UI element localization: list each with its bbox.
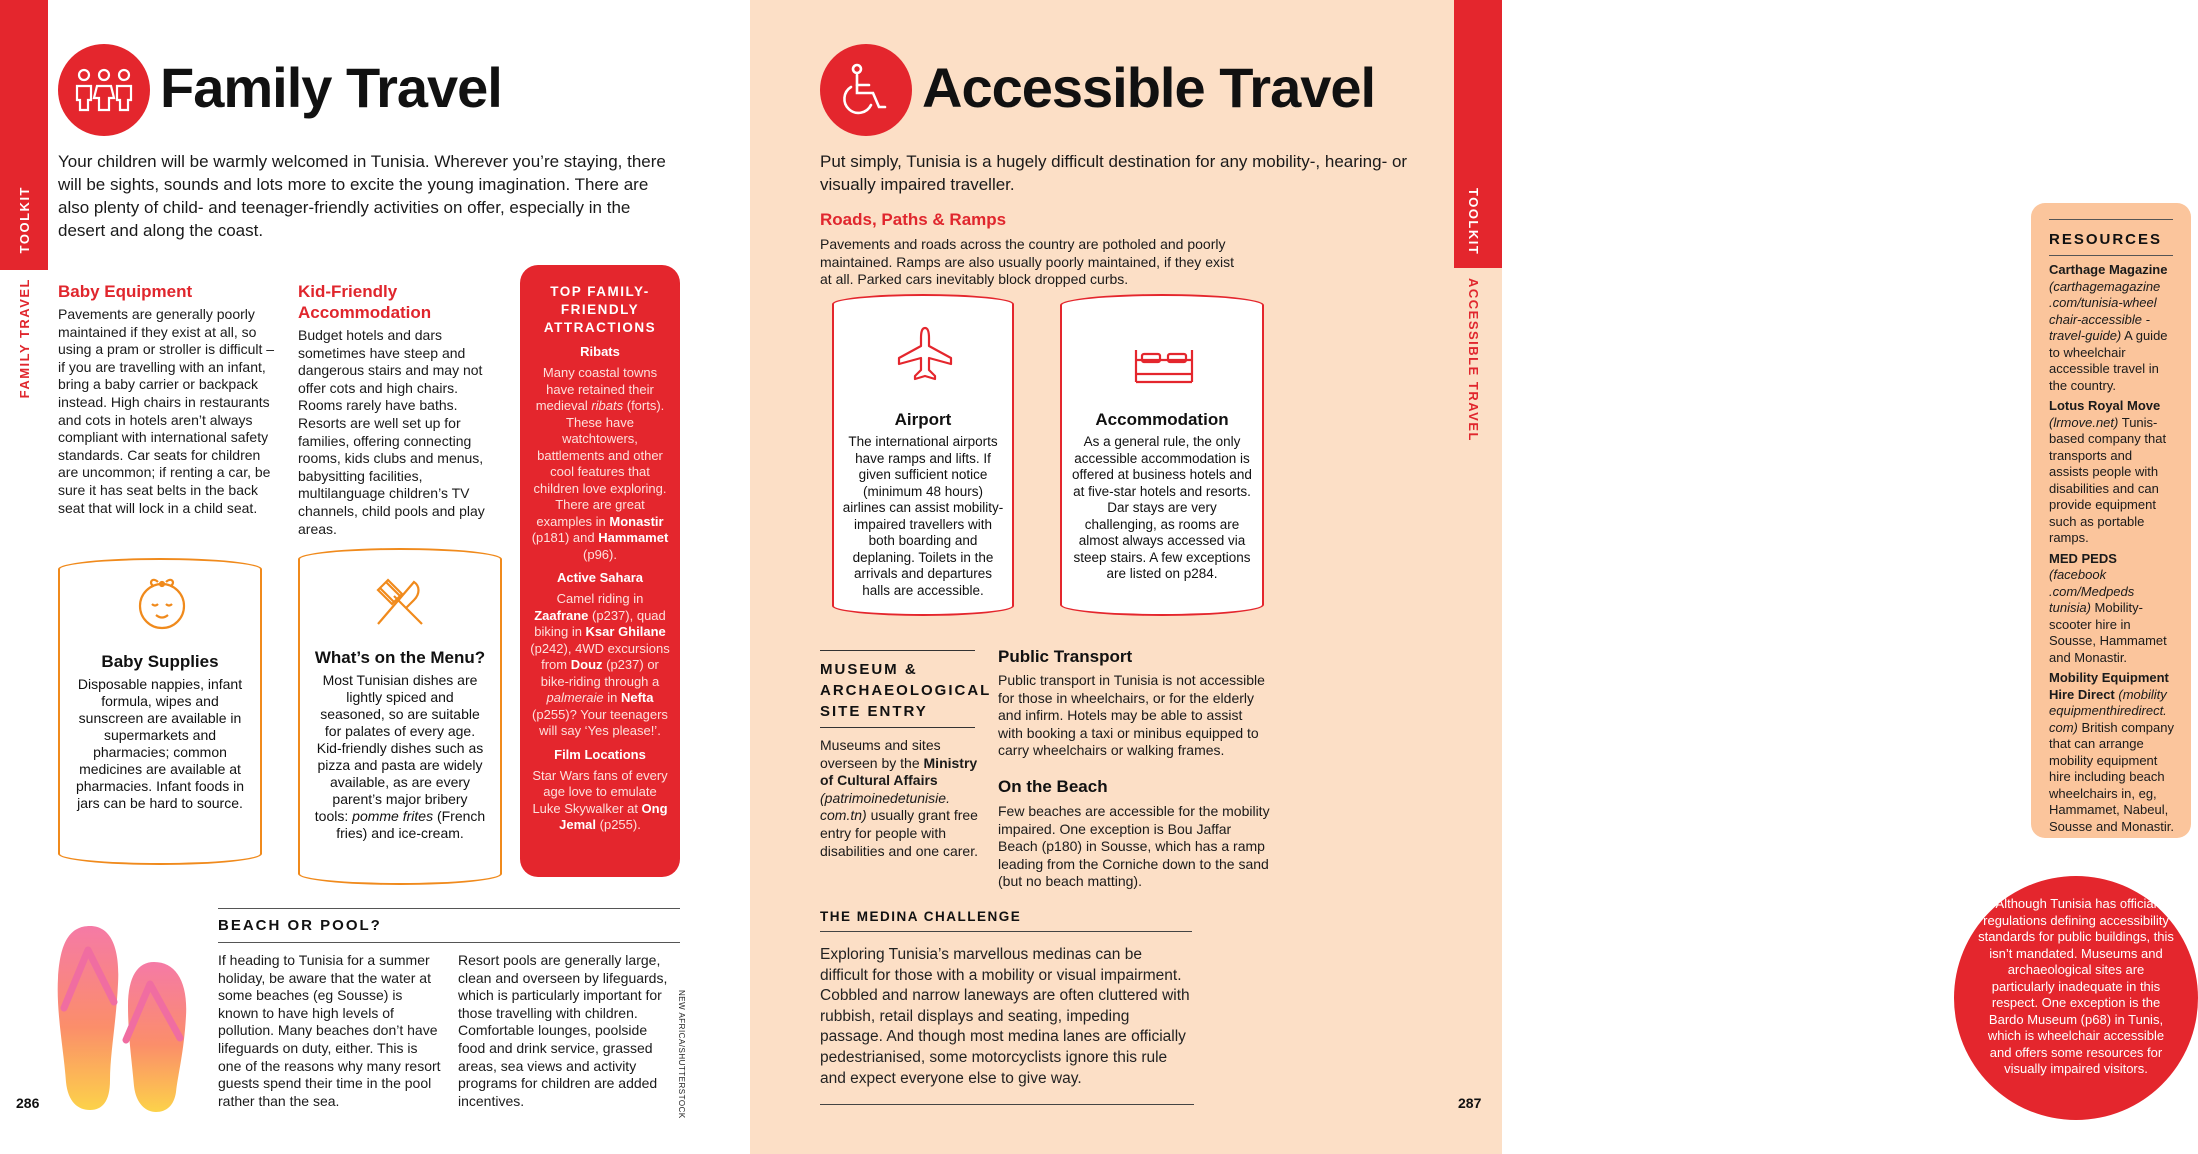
kid-friendly-heading: Kid-Friendly Accommodation [298, 282, 432, 322]
baby-equipment-heading: Baby Equipment [58, 282, 193, 301]
fork-knife-icon [372, 574, 428, 635]
baby-supplies-heading: Baby Supplies [101, 652, 219, 671]
medina-heading: THE MEDINA CHALLENGE [820, 909, 1022, 924]
museum-heading: MUSEUM & ARCHAEOLOGICAL SITE ENTRY [820, 661, 992, 720]
family-icon [58, 44, 150, 136]
active-sahara-text: Camel riding in Zaafrane (p237), quad biking in Ksar Ghilane (p242), 4WD excursions from Douz (p237) or bike-riding through a palmeraie in Nefta (p255)? Your teenagers will say ‘Yes please!’. [530, 591, 670, 738]
roads-heading: Roads, Paths & Ramps [820, 210, 1007, 229]
accommodation-card [1060, 294, 1264, 616]
film-locations-text: Star Wars fans of every age love to emulate Luke Skywalker at Ong Jemal (p255). [532, 767, 668, 832]
menu-card [298, 548, 502, 885]
airport-heading: Airport [894, 410, 952, 429]
bed-icon [1132, 346, 1196, 391]
right-page [750, 0, 2175, 1154]
roads-text: Pavements and roads across the country are potholed and poorly maintained. Ramps are also usually poorly maintained, if they exist at all. Parked cars inevitably block dropped curbs. [820, 236, 1234, 288]
resource-lotus: Lotus Royal Move (lrmove.net) Tunis-based company that transports and assists people with disabilities and can provide equipment such as portable ramps. [2049, 398, 2167, 545]
resource-medpeds: MED PEDS (facebook .com/Medpeds tunisia) Mobility-scooter hire in Sousse, Hammamet and Monastir. [2049, 550, 2167, 665]
airplane-icon [896, 326, 954, 385]
flip-flops-image [50, 922, 200, 1117]
resource-mobility: Mobility Equipment Hire Direct (mobility equipmenthiredirect. com) British company that can arrange mobility equipment hire including beach wheelchairs in, eg, Hammamet, Nabeul, Sousse and Monastir. [2049, 670, 2175, 834]
intro-paragraph: Your children will be warmly welcomed in Tunisia. Wherever you’re staying, there will be sights, sounds and lots more to excite the young imagination. There are also plenty of child- and teenager-friendly activities on offer, especially in the desert and along the coast. [58, 152, 666, 240]
resources-box [2031, 203, 2191, 838]
baby-supplies-text: Disposable nappies, infant formula, wipes and sunscreen are available in supermarkets and pharmacies; common medicines are available at pharmacies. Infant foods in jars can be hard to source. [75, 676, 245, 811]
tab-section-label-right: ACCESSIBLE TRAVEL [1466, 278, 1481, 442]
medina-text: Exploring Tunisia’s marvellous medinas can be difficult for those with a mobility or visual impairment. Cobbled and narrow laneways are often cluttered with rubbish, retail displays and seating, impeding passage. And though most medina lanes are officially pedestrianised, some motorcyclists ignore this rule and expect everyone else to give way. [820, 946, 1190, 1087]
wheelchair-icon [820, 44, 912, 136]
active-sahara-title: Active Sahara [557, 570, 643, 585]
ribats-text: Many coastal towns have retained their medieval ribats (forts). These have watchtowers, battlements and other cool features that children love exploring. There are great examples in Monastir (p181) and Hammamet (p96). [531, 365, 669, 562]
baby-equipment-text: Pavements are generally poorly maintained if they exist at all, so using a pram or stroller is difficult – if you are travelling with an infant, bring a baby carrier or backpack instead. High chairs in restaurants and cots in hotels aren’t always compliant with international safety standards. Car seats for children are uncommon; if renting a car, be sure it has seat belts in the back seat that will lock in a child seat. [58, 306, 275, 516]
accommodation-heading: Accommodation [1095, 410, 1229, 429]
callout-circle: Although Tunisia has official regulations defining accessibility standards for public buildings, this isn’t mandated. Museums and archaeological sites are particularly inadequate in this respect. One exception is the Bardo Museum (p68) in Tunis, which is wheelchair accessible and offers some resources for visually impaired visitors. [1954, 876, 2198, 1120]
tab-toolkit-label: TOOLKIT [17, 186, 32, 254]
page-title-right: Accessible Travel [922, 56, 1376, 119]
page-number-left: 286 [16, 1095, 40, 1111]
baby-supplies-card [58, 558, 262, 865]
baby-face-icon [132, 574, 192, 637]
side-tab-right [1454, 0, 1502, 1154]
museum-text: Museums and sites overseen by the Ministry of Cultural Affairs (patrimoinedetunisie. com.tn) usually grant free entry for people with disabilities and one carer. [820, 737, 978, 859]
beach-col1-text: If heading to Tunisia for a summer holiday, be aware that the water at some beaches (eg Sousse) is known to have high levels of pollution. Many beaches don’t have lifeguards on duty, either. This is one of the reasons why many resort guests spend their time in the pool rather than the sea. [218, 952, 441, 1109]
public-transport-text: Public transport in Tunisia is not accessible for those in wheelchairs, or for the elderly and infirm. Hotels may be able to assist with booking a taxi or minibus equipped to carry wheelchairs or walking frames. [998, 672, 1265, 759]
public-transport-heading: Public Transport [998, 647, 1133, 666]
resource-carthage: Carthage Magazine (carthagemagazine .com/tunisia-wheel chair-accessible -travel-guide) A guide to wheelchair accessible travel in the country. [2049, 262, 2168, 393]
intro-paragraph-right: Put simply, Tunisia is a hugely difficult destination for any mobility-, hearing- or visually impaired traveller. [820, 152, 1408, 194]
tab-toolkit-label-right: TOOLKIT [1466, 188, 1481, 256]
side-tab-left [0, 0, 48, 1154]
photo-credit: NEW AFRICA/SHUTTERSTOCK [677, 990, 686, 1119]
tab-section-label: FAMILY TRAVEL [17, 278, 32, 399]
accommodation-text: As a general rule, the only accessible accommodation is offered at business hotels and at five-star hotels and resorts. Dar stays are very challenging, as rooms are almost always accessed via steep stairs. A few exceptions are listed on p284. [1072, 434, 1252, 581]
page-number-right: 287 [1458, 1095, 1482, 1111]
ribats-title: Ribats [580, 344, 620, 359]
left-page [0, 0, 750, 1154]
on-the-beach-text: Few beaches are accessible for the mobility impaired. One exception is Bou Jaffar Beach (p180) in Sousse, which has a ramp leading from the Corniche down to the sand (but no beach matting). [998, 803, 1270, 890]
top-family-heading: TOP FAMILY-FRIENDLY ATTRACTIONS [543, 284, 657, 335]
menu-heading: What’s on the Menu? [314, 648, 486, 667]
page-title: Family Travel [160, 56, 502, 119]
film-locations-title: Film Locations [554, 746, 646, 762]
top-family-attractions-box [520, 265, 680, 877]
airport-text: The international airports have ramps and lifts. If given sufficient notice (minimum 48 hours) airlines can assist mobility-impaired travellers with both boarding and deplaning. Toilets in the arrivals and departures halls are accessible. [842, 434, 1004, 598]
beach-col2-text: Resort pools are generally large, clean and overseen by lifeguards, which is particularly important for those travelling with children. Comfortable lounges, poolside food and drink service, grassed areas, sea views and activity programs for children are added incentives. [458, 952, 668, 1109]
kid-friendly-text: Budget hotels and dars sometimes have steep and dangerous stairs and may not offer cots and high chairs. Rooms rarely have baths. Resorts are well set up for families, offering connecting rooms, kids clubs and menus, babysitting facilities, multilanguage children’s TV channels, child pools and play areas. [298, 327, 485, 537]
beach-or-pool-heading: BEACH OR POOL? [218, 917, 382, 934]
resources-heading: RESOURCES [2049, 231, 2163, 248]
on-the-beach-heading: On the Beach [998, 777, 1108, 796]
airport-card [832, 294, 1014, 616]
menu-text: Most Tunisian dishes are lightly spiced and seasoned, so are suitable for palates of every age. Kid-friendly dishes such as pizza and pasta are widely available, as are every parent’s major bribery tools: pomme frites (French fries) and ice-cream. [314, 672, 486, 841]
